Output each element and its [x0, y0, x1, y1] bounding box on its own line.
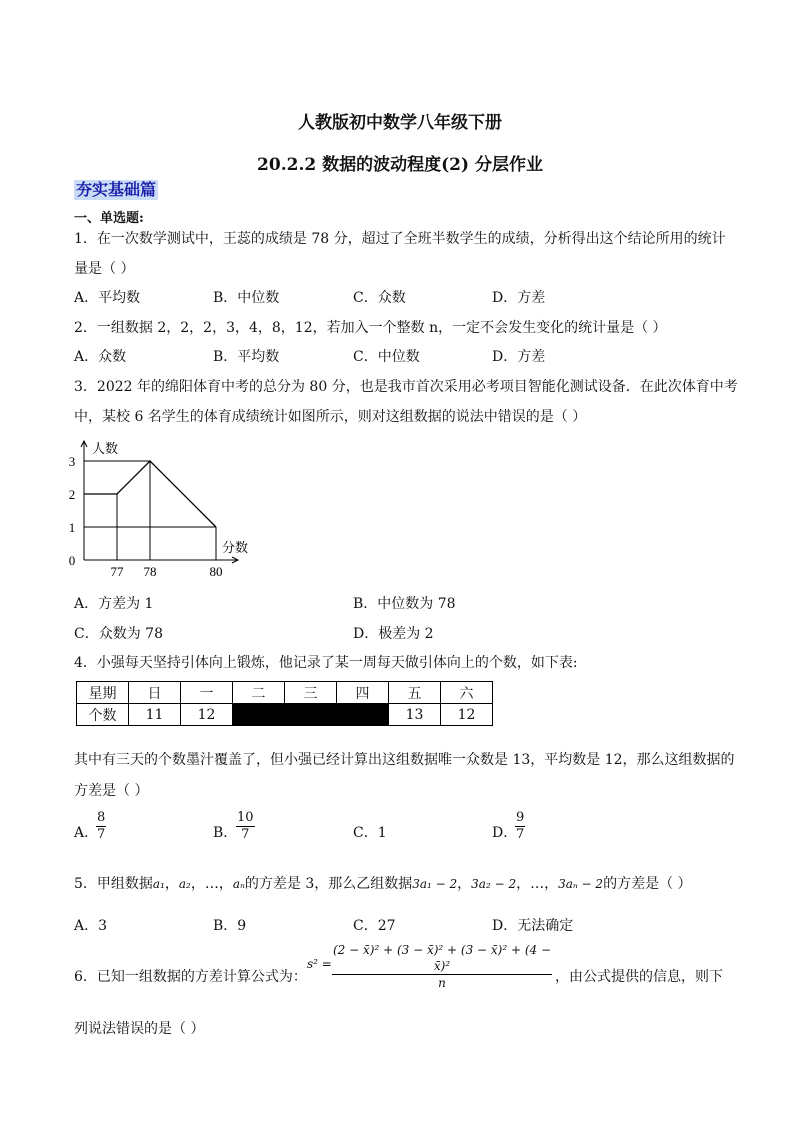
q4-option-d-label[interactable]: D． [492, 825, 518, 841]
x-tick-label: 78 [143, 564, 157, 579]
q4-option-a-label[interactable]: A． [74, 825, 99, 841]
table-cell: 12 [441, 704, 493, 726]
q1-option-d[interactable]: D．方差 [492, 290, 546, 306]
q1-option-a[interactable]: A．平均数 [74, 290, 141, 306]
table-cell: 个数 [77, 704, 129, 726]
q6-text-line2: 列说法错误的是（ ） [74, 1021, 205, 1037]
q6-formula-fraction [332, 942, 552, 991]
y-tick-label: 1 [68, 520, 76, 535]
q2-text: 2．一组数据 2，2，2，3，4，8，12，若加入一个整数 n，一定不会发生变化的统计量是（ ） [74, 320, 667, 336]
q1-option-b[interactable]: B．中位数 [213, 290, 280, 306]
table-cell: 日 [129, 682, 181, 704]
q4-option-b-label[interactable]: B． [213, 825, 238, 841]
table-cell: 四 [337, 682, 389, 704]
q1-text-line1: 1．在一次数学测试中，王蕊的成绩是 78 分，超过了全班半数学生的成绩，分析得出这个结论所用的统计 [74, 231, 726, 247]
y-tick-label: 2 [68, 487, 76, 502]
q3-option-a[interactable]: A．方差为 1 [74, 596, 154, 612]
page-subtitle: 20.2.2 数据的波动程度(2) 分层作业 [257, 155, 543, 175]
table-cell: 11 [129, 704, 181, 726]
page-title: 人教版初中数学八年级下册 [298, 113, 502, 133]
table-cell: 三 [285, 682, 337, 704]
table-cell: 12 [181, 704, 233, 726]
q5-bn: 3aₙ − 2 [558, 877, 604, 891]
ink-covered-cell [233, 704, 285, 726]
fraction-numerator: 9 [516, 810, 525, 825]
table-row-values [77, 704, 493, 726]
x-tick-label: 80 [209, 564, 223, 579]
q4-option-d-fraction [515, 810, 525, 843]
section-label: 夯实基础篇 [76, 180, 157, 199]
q6-prefix: 6．已知一组数据的方差计算公式为： [74, 969, 307, 985]
q5-option-b[interactable]: B．9 [213, 918, 247, 934]
fraction-numerator: 8 [97, 810, 106, 825]
q5-dots2: … [530, 876, 545, 892]
y-axis-label: 人数 [92, 441, 119, 456]
chart-labels [69, 441, 248, 579]
fraction-denominator: 7 [516, 827, 525, 842]
q5-a2: a₂ [178, 877, 191, 891]
q4-option-b-fraction [236, 810, 255, 843]
q5-option-c[interactable]: C．27 [353, 918, 396, 934]
q5-option-d[interactable]: D．无法确定 [492, 918, 574, 934]
table-cell: 六 [441, 682, 493, 704]
q3-option-d[interactable]: D．极差为 2 [353, 626, 434, 642]
ink-covered-cell [337, 704, 389, 726]
part-heading: 一、单选题: [74, 211, 144, 226]
q5-an: aₙ [232, 877, 245, 891]
q3-option-c[interactable]: C．众数为 78 [74, 626, 163, 642]
q5-b1: 3a₁ − 2 [412, 877, 458, 891]
chart-axes [81, 441, 238, 563]
q5-mid: 的方差是 3，那么乙组数据 [244, 876, 413, 892]
q4-text-line1: 4．小强每天坚持引体向上锻炼，他记录了某一周每天做引体向上的个数，如下表: [74, 655, 578, 671]
table-row-header [77, 682, 493, 704]
q5-option-a[interactable]: A．3 [74, 918, 108, 934]
q3-text-line2: 中，某校 6 名学生的体育成绩统计如图所示，则对这组数据的说法中错误的是（ ） [74, 409, 587, 425]
q1-option-c[interactable]: C．众数 [353, 290, 406, 306]
q4-text-line2: 其中有三天的个数墨汁覆盖了，但小强已经计算出这组数据唯一众数是 13，平均数是 12，那么这组数据的 [74, 752, 735, 768]
table-cell: 二 [233, 682, 285, 704]
fraction-denominator: 7 [241, 827, 250, 842]
q2-option-c[interactable]: C．中位数 [353, 349, 420, 365]
x-axis-label: 分数 [222, 540, 249, 555]
q6-suffix: ，由公式提供的信息，则下 [555, 969, 723, 985]
x-tick-label: 77 [110, 564, 124, 579]
score-chart [60, 432, 260, 582]
q4-option-a-fraction [96, 810, 106, 843]
q6-formula-lhs: s² = [307, 957, 332, 971]
table-cell: 13 [389, 704, 441, 726]
y-tick-label: 3 [68, 454, 76, 469]
formula-denominator: n [438, 976, 446, 990]
fraction-denominator: 7 [97, 827, 106, 842]
q4-text-line3: 方差是（ ） [74, 783, 149, 799]
q1-text-line2: 量是（ ） [74, 261, 135, 277]
formula-numerator: (2 − x̄)² + (3 − x̄)² + (3 − x̄)² + (4 − x̄)² [333, 943, 552, 973]
q4-option-c[interactable]: C．1 [353, 825, 387, 841]
table-cell: 一 [181, 682, 233, 704]
q5-dots: … [204, 876, 219, 892]
pullup-table [76, 681, 493, 726]
q5-suffix: 的方差是（ ） [603, 876, 692, 892]
q5-text: 5．甲组数据a₁，a₂，…，aₙ的方差是 3，那么乙组数据3a₁ − 2，3a₂ − 2，…，3aₙ − 2的方差是（ ） [74, 876, 692, 892]
q5-prefix: 5．甲组数据 [74, 876, 153, 892]
chart-lines [84, 461, 216, 560]
table-cell: 星期 [77, 682, 129, 704]
table-cell: 五 [389, 682, 441, 704]
fraction-numerator: 10 [237, 810, 254, 825]
q5-b2: 3a₂ − 2 [471, 877, 517, 891]
q5-a1: a₁ [152, 877, 165, 891]
ink-covered-cell [285, 704, 337, 726]
q2-option-a[interactable]: A．众数 [74, 349, 127, 365]
q3-option-b[interactable]: B．中位数为 78 [353, 596, 456, 612]
q2-option-b[interactable]: B．平均数 [213, 349, 280, 365]
q3-text-line1: 3．2022 年的绵阳体育中考的总分为 80 分，也是我市首次采用必考项目智能化测试设备．在此次体育中考 [74, 379, 738, 395]
q2-option-d[interactable]: D．方差 [492, 349, 546, 365]
y-tick-label: 0 [68, 553, 76, 568]
